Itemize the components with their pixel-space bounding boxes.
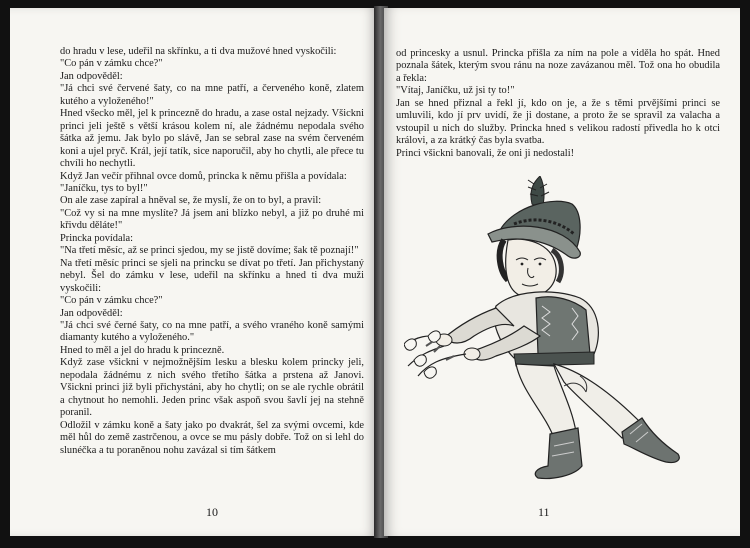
paragraph: do hradu v lese, udeřil na skřínku, a ti dva mužové hned vyskočili: — [60, 46, 337, 57]
paragraph: "Co pán v zámku chce?" — [60, 58, 163, 70]
paragraph: Jan odpověděl: — [60, 70, 123, 82]
paragraph: "Což vy si na mne myslíte? Já jsem ani blízko nebyl, a již po druhé mi křivdu děláte!" — [60, 207, 364, 232]
paragraph: od princesky a usnul. Princka přišla za ním na pole a viděla ho spát. Hned poznala šátek, kterým svou ránu na noze zavázanou měl. Tož ona ho obudila a řekla: — [396, 48, 720, 84]
face — [506, 239, 556, 297]
paragraph: Princi všickni banovali, že oni ji nedostali! — [396, 147, 575, 159]
paragraph: Odložil v zámku koně a šaty jako po dvakrát, šel za svými ovcemi, kde měl hůl do země zastrčenou, a ovce se mu pásly dobře. Tož on si lehl do slunéčka a tu poraněnou nohu zavázal si tím šátkem — [60, 419, 364, 456]
paragraph: "Na třetí měsíc, až se princi sjedou, my se jistě dovíme; šak tě poznají!" — [60, 245, 359, 257]
paragraph: Hned to měl a jel do hradu k princezně. — [60, 344, 225, 356]
paragraph: Na třetí měsíc princi se sjeli na princku se dívat po třetí. Jan přichystaný nebyl. Šel do zámku v lese, udeřil na skřínku a hned ti dva muži vyskočili: — [60, 257, 364, 294]
paragraph: "Já chci své červené šaty, co na mne patří, a červeného koně, zlatem kutého a vyloženého!" — [60, 83, 364, 107]
paragraph: Princka povídala: — [60, 232, 134, 244]
paragraph: Jan odpověděl: — [60, 307, 123, 319]
paragraph: Jan se hned přiznal a řekl jí, kdo on je, a že s těmi prvějšími princi se umluvili, kdo jí prv uvidí, že ji dostane, a proto že se spravil za valacha a vstoupil u nich do služby. Princka hned s velikou radostí přivedla ho k otci královi, a za krátký čas byla svatba. — [396, 97, 720, 147]
right-page-text — [396, 48, 720, 160]
right-page — [384, 8, 740, 536]
paragraph: "Co pán v zámku chce?" — [60, 295, 163, 307]
shepherd-illustration — [404, 176, 714, 506]
boot-left — [535, 428, 582, 479]
paragraph: Když Jan večír přihnal ovce domů, princka k němu přišla a povídala: — [60, 170, 347, 182]
paragraph: "Janíčku, tys to byl!" — [60, 182, 148, 194]
left-page-text — [60, 46, 364, 457]
left-page — [10, 8, 378, 536]
paragraph: Hned všecko měl, jel k princezně do hradu, a zase ostal nejzady. Všickni princi jeli ještě s větší krásou kolem ní, ale žádnému nepodala svého šátka až jemu. Jak bylo po slávě, Jan se sebral zase na svém červeném koni a ujel pryč. Král, její tatík, sice naporučil, aby ho chytli, ale přece tu chvíli ho nechytli. — [60, 108, 364, 170]
page-number-right: 11 — [538, 505, 550, 519]
paragraph: On ale zase zapíral a hněval se, že myslí, že on to byl, a pravil: — [60, 195, 322, 207]
page-number-left: 10 — [206, 505, 218, 519]
paragraph: "Vítaj, Janíčku, už jsi ty to!" — [396, 85, 515, 97]
paragraph: Když zase všickni v nejmožnějším lesku a blesku kolem princky jeli, nepodala žádnému z nich svého třetího šátka a prstena až Janovi. Všickni princi již byli přichystáni, aby ho chytli; on se ale rychle obrátil a chytnout ho nemohli. Jeden princ však aspoň svou šavlí jej na stehně poranil. — [60, 357, 364, 419]
paragraph: "Já chci své černé šaty, co na mne patří, a svého vraného koně samými diamanty kutého a vyloženého." — [60, 319, 364, 344]
